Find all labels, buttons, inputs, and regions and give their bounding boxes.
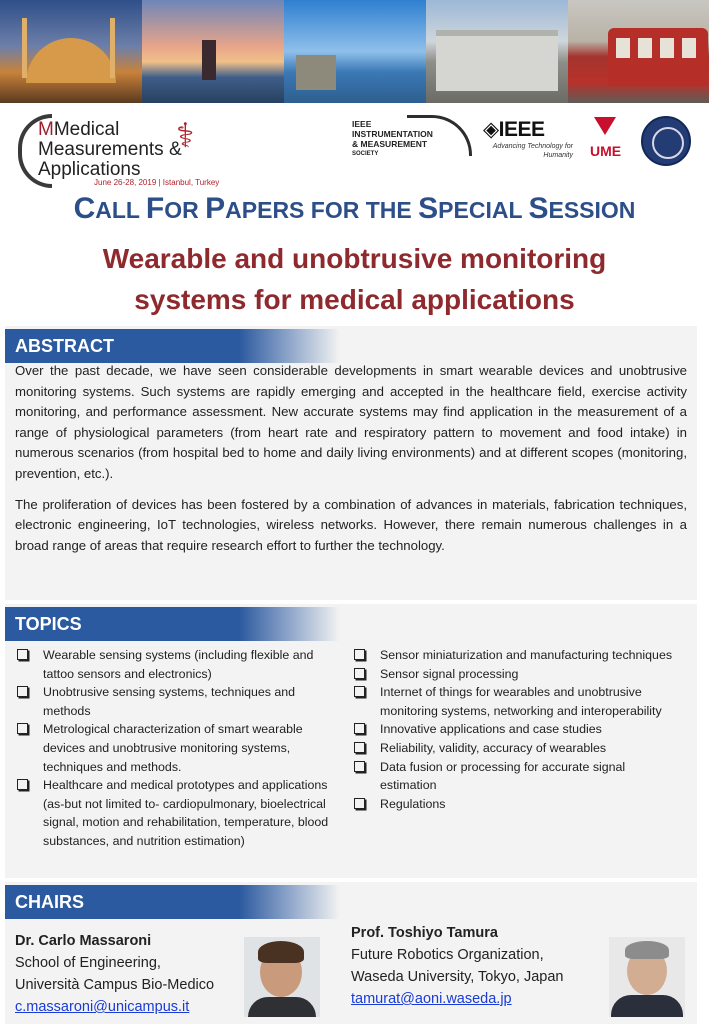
ume-emblem-icon: [594, 117, 616, 135]
header-photo-strip: [0, 0, 709, 103]
checkbox-bullet-icon: [354, 649, 365, 660]
checkbox-bullet-icon: [354, 761, 365, 772]
checkbox-bullet-icon: [17, 686, 28, 697]
list-item: Data fusion or processing for accurate signal estimation: [352, 758, 674, 795]
list-item: Unobtrusive sensing systems, techniques and methods: [15, 683, 337, 720]
topics-heading: TOPICS: [5, 607, 340, 641]
caduceus-icon: ⚕: [176, 117, 195, 155]
ume-logo: UME: [590, 117, 620, 167]
list-item: Sensor miniaturization and manufacturing techniques: [352, 646, 674, 665]
checkbox-bullet-icon: [17, 723, 28, 734]
conference-name-line1: MMedical: [38, 119, 120, 140]
checkbox-bullet-icon: [354, 668, 365, 679]
ieee-logo: ◈IEEE Advancing Technology for Humanity: [483, 118, 573, 159]
chair-1: [15, 930, 214, 1018]
list-item: Internet of things for wearables and unobtrusive monitoring systems, networking and interoperability: [352, 683, 674, 720]
chair-2-email-link[interactable]: tamurat@aoni.waseda.jp: [351, 991, 512, 1007]
checkbox-bullet-icon: [17, 649, 28, 660]
chair-2-affiliation-1: Future Robotics Organization,: [351, 947, 544, 963]
conference-date: June 26-28, 2019 | Istanbul, Turkey: [94, 178, 220, 187]
checkbox-bullet-icon: [354, 798, 365, 809]
call-for-papers-heading: CALL FOR PAPERS FOR THE SPECIAL SESSION: [73, 192, 636, 225]
list-item: Innovative applications and case studies: [352, 720, 674, 739]
chair-1-email-link[interactable]: c.massaroni@unicampus.it: [15, 999, 190, 1015]
conference-logo: [18, 112, 238, 187]
list-item: Metrological characterization of smart wearable devices and unobtrusive monitoring systems, techniques and methods.: [15, 720, 337, 776]
chair-1-photo: [244, 937, 320, 1017]
list-item: Reliability, validity, accuracy of wearables: [352, 739, 674, 758]
ims-society-logo: IEEE INSTRUMENTATION & MEASUREMENT SOCIETY: [352, 119, 467, 159]
conference-name-line2: Measurements &: [38, 139, 182, 160]
checkbox-bullet-icon: [354, 723, 365, 734]
bosphorus-photo: [284, 0, 426, 103]
tram-photo: [568, 0, 709, 103]
chair-1-affiliation-2: Università Campus Bio-Medico: [15, 977, 215, 993]
chair-2: [351, 922, 564, 1010]
mosque-photo: [0, 0, 142, 103]
abstract-text: [15, 361, 687, 566]
chair-2-affiliation-2: Waseda University, Tokyo, Japan: [351, 969, 564, 985]
list-item: Sensor signal processing: [352, 665, 674, 684]
chair-2-name: Prof. Toshiyo Tamura: [351, 925, 498, 941]
chair-1-affiliation-1: School of Engineering,: [15, 955, 161, 971]
checkbox-bullet-icon: [354, 686, 365, 697]
session-title: Wearable and unobtrusive monitoring systems for medical applications: [102, 243, 607, 315]
abstract-heading: ABSTRACT: [5, 329, 340, 363]
conference-name-line3: Applications: [38, 159, 141, 180]
university-seal-icon: [641, 116, 691, 166]
checkbox-bullet-icon: [354, 742, 365, 753]
logos-row: [0, 105, 709, 190]
abstract-paragraph-1: Over the past decade, we have seen considerable developments in smart wearable devices and unobtrusive monitoring systems. Such systems are rapidly emerging and accepted in the healthcare field, exercise activity monitoring, and performance assessment. New accurate systems may find application in the measurement of a range of physiological parameters (from heart rate and respiratory pattern to movement and food intake) in numerous scenarios (from hospital bed to home and daily living environments) and at different scopes (monitoring, prevention, etc.).: [15, 363, 687, 481]
checkbox-bullet-icon: [17, 779, 28, 790]
maiden-tower-photo: [142, 0, 284, 103]
list-item: Healthcare and medical prototypes and applications (as-but not limited to- cardiopulmonary, bioelectrical signal, motion and rehabilitation, temperature, blood substances, and nutrition estimation): [15, 776, 337, 850]
topics-right-column: [352, 646, 674, 813]
topics-left-column: [15, 646, 337, 851]
list-item: Regulations: [352, 795, 674, 814]
list-item: Wearable sensing systems (including flexible and tattoo sensors and electronics): [15, 646, 337, 683]
palace-photo: [426, 0, 568, 103]
ieee-diamond-icon: ◈: [483, 118, 499, 141]
chairs-heading: CHAIRS: [5, 885, 340, 919]
chair-1-name: Dr. Carlo Massaroni: [15, 933, 152, 949]
abstract-paragraph-2: The proliferation of devices has been fostered by a combination of advances in materials, fabrication techniques, electronic engineering, IoT technologies, wireless networks. However, there remain numerous challenges in a broad range of areas that require research effort to further the technology.: [15, 496, 687, 553]
chair-2-photo: [609, 937, 685, 1017]
